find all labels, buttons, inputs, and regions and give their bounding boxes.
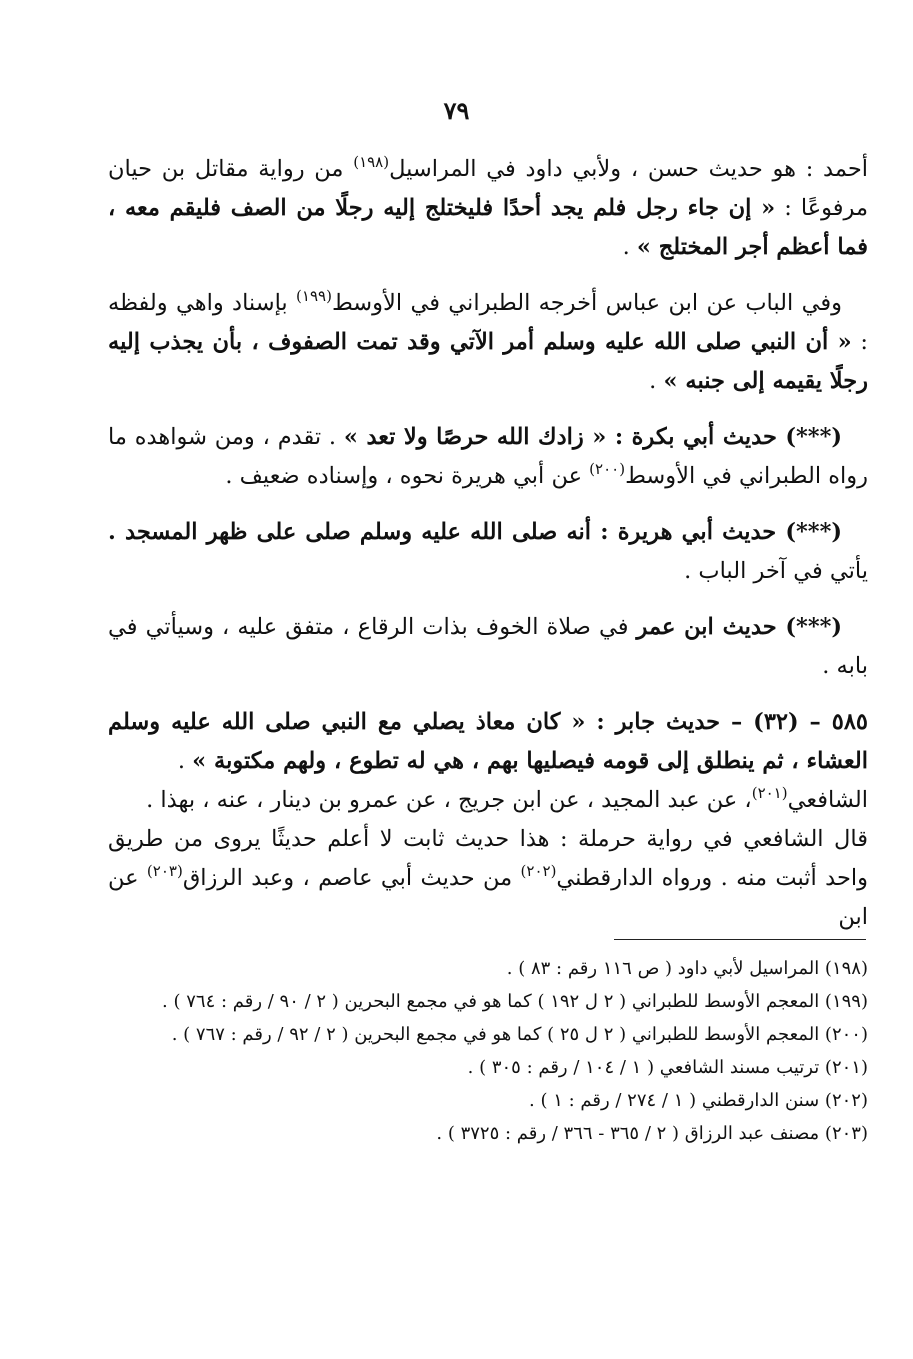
paragraph-hadith-585	[108, 703, 868, 781]
footnote-200: (٢٠٠) المعجم الأوسط للطبراني ( ٢ ل ٢٥ ) كما هو في مجمع البحرين ( ٢ / ٩٢ / رقم : ٧٦٧ ) .	[171, 1024, 868, 1045]
footnote-ref-199: (١٩٩)	[296, 287, 332, 305]
text-run: من حديث أبي عاصم ، وعبد الرزاق	[182, 865, 521, 891]
text-run: الشافعي	[787, 787, 868, 813]
text-run: من رواية مقاتل بن حيان مرفوعًا :	[108, 156, 868, 221]
footnote-201: (٢٠١) ترتيب مسند الشافعي ( ١ / ١٠٤ / رقم : ٣٠٥ ) .	[467, 1057, 868, 1078]
text-run: .	[622, 234, 637, 260]
paragraph-ibn-umar	[108, 608, 868, 686]
text-run: في صلاة الخوف بذات الرقاع ، متفق عليه ، وسيأتي في بابه .	[108, 614, 868, 679]
text-run: .	[177, 748, 193, 774]
footnote-ref-201: (٢٠١)	[751, 784, 788, 802]
hadith-heading: (***) حديث ابن عمر	[636, 614, 842, 640]
text-run: ، عن عبد المجيد ، عن ابن جريج ، عن عمرو بن دينار ، عنه ، بهذا .	[146, 787, 752, 813]
footnote-ref-203: (٢٠٣)	[146, 862, 183, 880]
text-run: عن أبي هريرة نحوه ، وإسناده ضعيف .	[225, 463, 590, 489]
hadith-heading: ٥٨٥ – (٣٢) – حديث جابر : « كان معاذ يصلي مع النبي صلى الله عليه وسلم العشاء ، ثم ينطلق إلى قومه فيصليها بهم ، هي له تطوع ، ولهم مكتوبة »	[108, 709, 868, 774]
text-run: .	[649, 368, 664, 394]
footnote-ref-198: (١٩٨)	[353, 153, 390, 171]
footnote-198: (١٩٨) المراسيل لأبي داود ( ص ١١٦ رقم : ٨٣ ) .	[506, 958, 868, 979]
hadith-quote: « إن جاء رجل فلم يجد أحدًا فليختلج إليه رجلًا من الصف فليقم معه ، فما أعظم أجر المختلج »	[108, 195, 868, 260]
paragraph-abi-hurayra	[108, 513, 868, 591]
footnote-ref-200: (٢٠٠)	[589, 460, 626, 478]
text-run: وفي الباب عن ابن عباس أخرجه الطبراني في الأوسط	[331, 290, 842, 316]
footnote-202: (٢٠٢) سنن الدارقطني ( ١ / ٢٧٤ / رقم : ١ ) .	[529, 1090, 868, 1111]
footnote-separator	[614, 939, 866, 940]
footnote-203: (٢٠٣) مصنف عبد الرزاق ( ٢ / ٣٦٥ - ٣٦٦ / رقم : ٣٧٢٥ ) .	[436, 1123, 868, 1144]
footnote-ref-202: (٢٠٢)	[520, 862, 557, 880]
paragraph-shafii-chain	[108, 781, 868, 820]
page-number: ٧٩	[443, 96, 470, 125]
footnote-199: (١٩٩) المعجم الأوسط للطبراني ( ٢ ل ١٩٢ ) كما هو في مجمع البحرين ( ٢ / ٩٠ / رقم : ٧٦٤ ) .	[162, 991, 868, 1012]
paragraph-ibn-abbas	[108, 284, 868, 401]
text-run: يأتي في آخر الباب .	[684, 558, 868, 584]
text-run: أحمد : هو حديث حسن ، ولأبي داود في المراسيل	[389, 156, 868, 182]
footnotes	[108, 952, 868, 1150]
main-text	[108, 150, 868, 937]
hadith-heading: (***) حديث أبي بكرة : « زادك الله حرصًا ولا تعد »	[343, 424, 842, 450]
hadith-heading: (***) حديث أبي هريرة : أنه صلى الله عليه وسلم صلى على ظهر المسجد .	[108, 519, 842, 545]
text-run: . تقدم ، ومن شواهده ما رواه الطبراني في الأوسط	[108, 424, 868, 489]
paragraph-ahmad-narration	[108, 150, 868, 267]
hadith-quote: « أن النبي صلى الله عليه وسلم أمر الآتي وقد تمت الصفوف ، بأن يجذب إليه رجلًا يقيمه إلى جنبه »	[108, 329, 868, 394]
text-run: بإسناد واهي ولفظه :	[108, 290, 868, 355]
text-run: قال الشافعي في رواية حرملة : هذا حديث ثابت لا أعلم حديثًا يروى من طريق واحد أثبت منه . ورواه الدارقطني	[108, 826, 868, 891]
text-run: عن ابن	[108, 865, 868, 930]
paragraph-abi-bakra	[108, 418, 868, 496]
paragraph-shafii-commentary	[108, 820, 868, 937]
